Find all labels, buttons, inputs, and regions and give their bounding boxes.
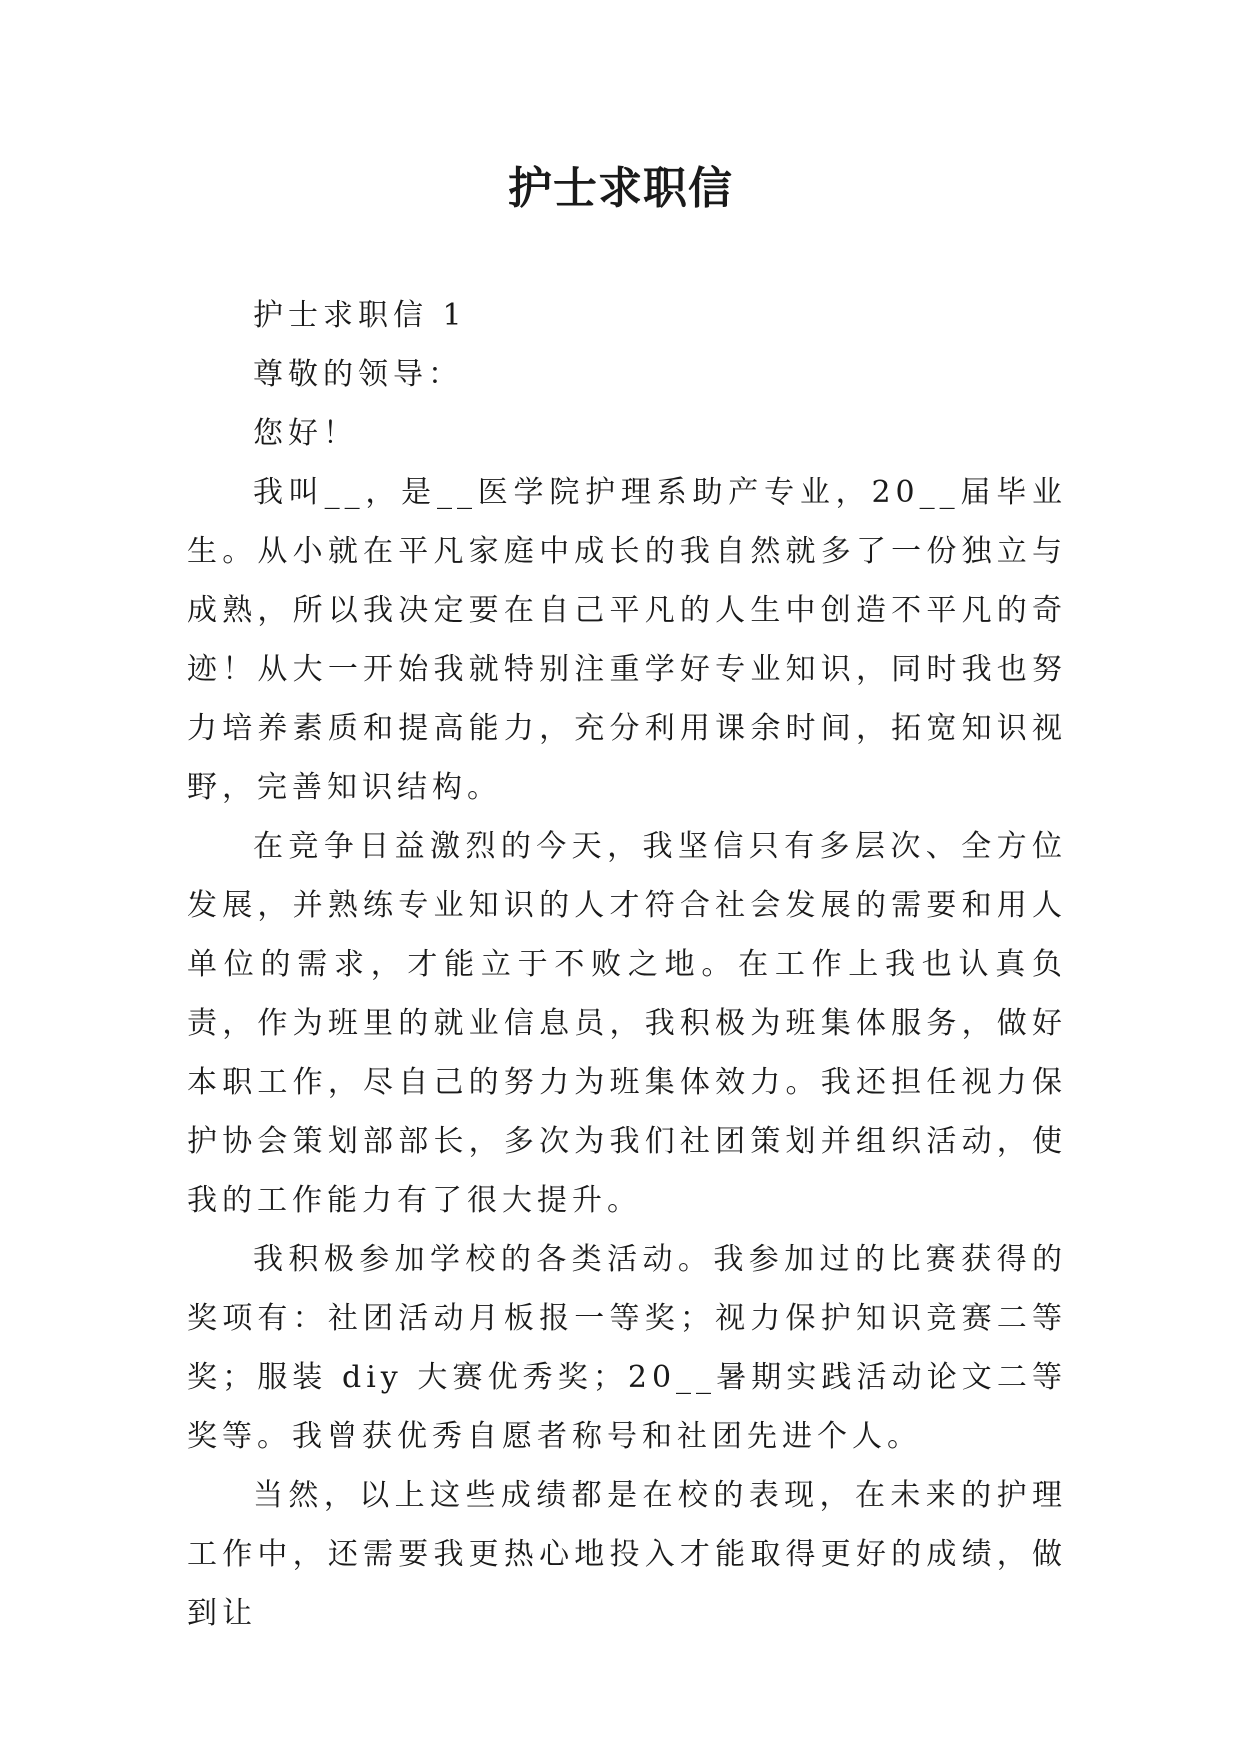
- letter-body: [187, 286, 1067, 1643]
- letter-subtitle: 护士求职信 1: [253, 298, 467, 333]
- paragraph-1: 我叫__，是__医学院护理系助产专业，20__届毕业生。从小就在平凡家庭中成长的我自然就多了一份独立与成熟，所以我决定要在自己平凡的人生中创造不平凡的奇迹！从大一开始我就特别注重学好专业知识，同时我也努力培养素质和提高能力，充分利用课余时间，拓宽知识视野，完善知识结构。: [187, 475, 1067, 805]
- letter-greeting: 您好！: [253, 416, 358, 451]
- document-title: 护士求职信: [508, 163, 733, 214]
- letter-salutation: 尊敬的领导：: [253, 357, 463, 392]
- paragraph-4: 当然，以上这些成绩都是在校的表现，在未来的护理工作中，还需要我更热心地投入才能取得更好的成绩，做到让: [187, 1478, 1067, 1631]
- paragraph-2: 在竞争日益激烈的今天，我坚信只有多层次、全方位发展，并熟练专业知识的人才符合社会发展的需要和用人单位的需求，才能立于不败之地。在工作上我也认真负责，作为班里的就业信息员，我积极为班集体服务，做好本职工作，尽自己的努力为班集体效力。我还担任视力保护协会策划部部长，多次为我们社团策划并组织活动，使我的工作能力有了很大提升。: [187, 829, 1067, 1218]
- paragraph-3: 我积极参加学校的各类活动。我参加过的比赛获得的奖项有：社团活动月板报一等奖；视力保护知识竞赛二等奖；服装 diy 大赛优秀奖；20__暑期实践活动论文二等奖等。我曾获优秀自愿者称号和社团先进个人。: [187, 1242, 1067, 1454]
